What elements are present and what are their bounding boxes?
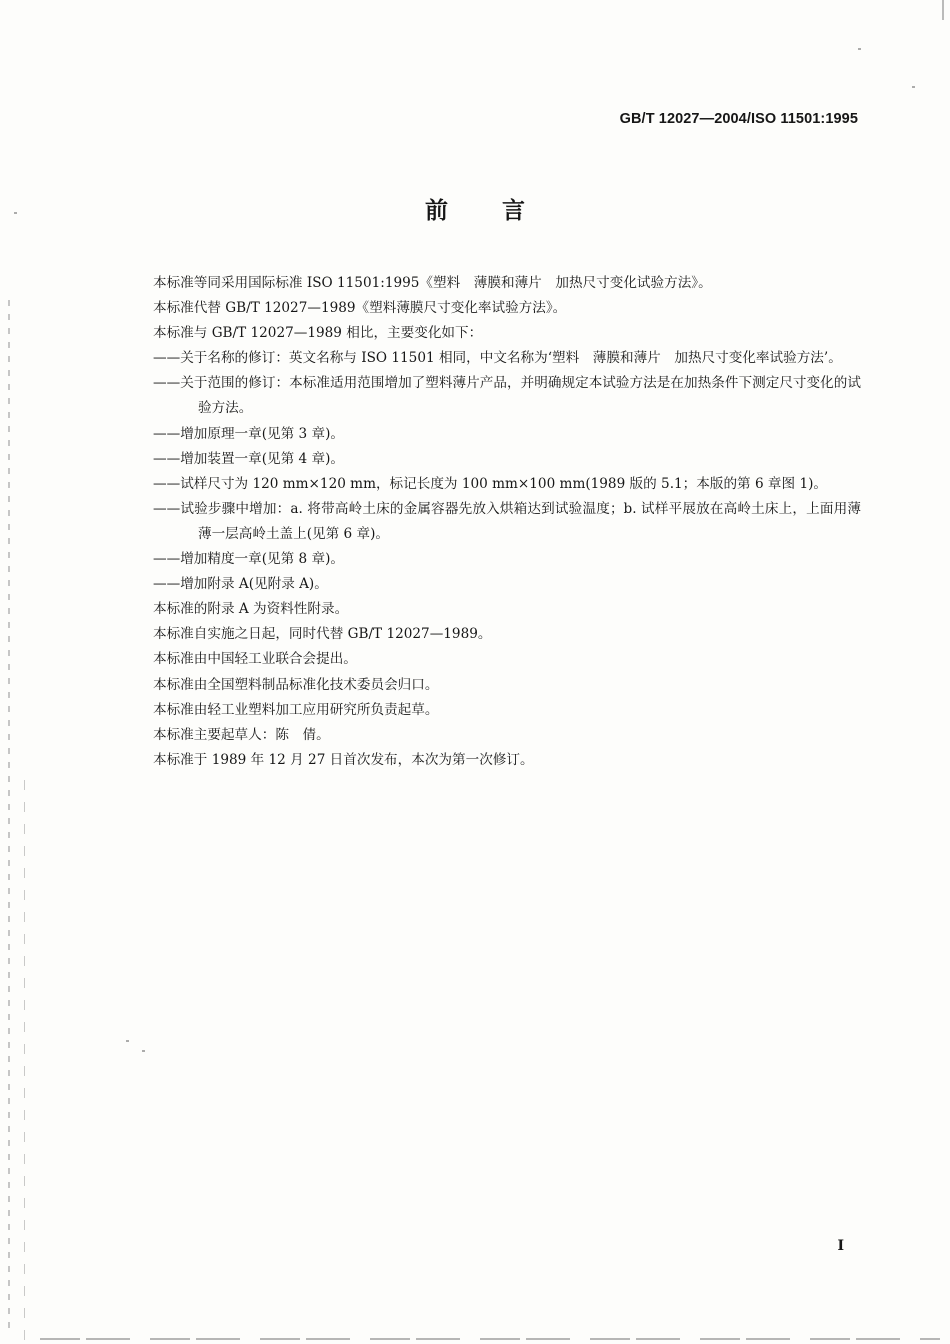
- paragraph-history: 本标准于 1989 年 12 月 27 日首次发布，本次为第一次修订。: [153, 751, 534, 768]
- standard-number: GB/T 12027—2004/ISO 11501:1995: [619, 111, 858, 127]
- change-item-precision: ——增加精度一章(见第 8 章)。: [153, 551, 345, 568]
- change-item-specimen-size: ——试样尺寸为 120 mm×120 mm，标记长度为 100 mm×100 mm(1989 版的 5.1；本版的第 6 章图 1)。: [153, 475, 827, 492]
- paragraph-changes-intro: 本标准与 GB/T 12027—1989 相比，主要变化如下：: [153, 325, 483, 342]
- scan-speck: [142, 1050, 145, 1052]
- scan-edge-left: [8, 300, 10, 1330]
- paragraph-effective: 本标准自实施之日起，同时代替 GB/T 12027—1989。: [153, 626, 492, 643]
- scan-edge-right: [942, 0, 944, 20]
- scan-speck: [126, 1040, 129, 1042]
- scan-edge-left-secondary: [24, 780, 25, 1340]
- paragraph-proposed-by: 本标准由中国轻工业联合会提出。: [153, 651, 357, 668]
- scan-speck: [858, 48, 861, 50]
- change-item-procedure: ——试验步骤中增加：a. 将带高岭土床的金属容器先放入烘箱达到试验温度；b. 试样平展放在高岭土床上，上面用薄薄一层高岭土盖上(见第 6 章)。: [153, 500, 861, 542]
- page-title: 前言: [425, 198, 579, 224]
- scan-edge-bottom: [40, 1338, 940, 1340]
- change-item-apparatus: ——增加装置一章(见第 4 章)。: [153, 450, 345, 467]
- change-item-name: ——关于名称的修订：英文名称与 ISO 11501 相同，中文名称为‘塑料 薄膜和薄片 加热尺寸变化率试验方法’。: [153, 350, 842, 367]
- paragraph-main-drafters: 本标准主要起草人：陈 倩。: [153, 726, 330, 743]
- page-number: I: [837, 1238, 844, 1254]
- paragraph-adoption: 本标准等同采用国际标准 ISO 11501:1995《塑料 薄膜和薄片 加热尺寸变化试验方法》。: [153, 275, 712, 291]
- paragraph-replaces: 本标准代替 GB/T 12027—1989《塑料薄膜尺寸变化率试验方法》。: [153, 300, 567, 317]
- change-item-annex: ——增加附录 A(见附录 A)。: [153, 576, 328, 593]
- paragraph-centralized-by: 本标准由全国塑料制品标准化技术委员会归口。: [153, 676, 439, 693]
- scan-speck: [912, 86, 915, 88]
- paragraph-drafted-by: 本标准由轻工业塑料加工应用研究所负责起草。: [153, 701, 439, 718]
- foreword-body: [123, 271, 861, 773]
- paragraph-annex-note: 本标准的附录 A 为资料性附录。: [153, 601, 349, 618]
- change-item-scope: ——关于范围的修订：本标准适用范围增加了塑料薄片产品，并明确规定本试验方法是在加热条件下测定尺寸变化的试验方法。: [153, 375, 861, 417]
- change-item-principle: ——增加原理一章(见第 3 章)。: [153, 425, 345, 442]
